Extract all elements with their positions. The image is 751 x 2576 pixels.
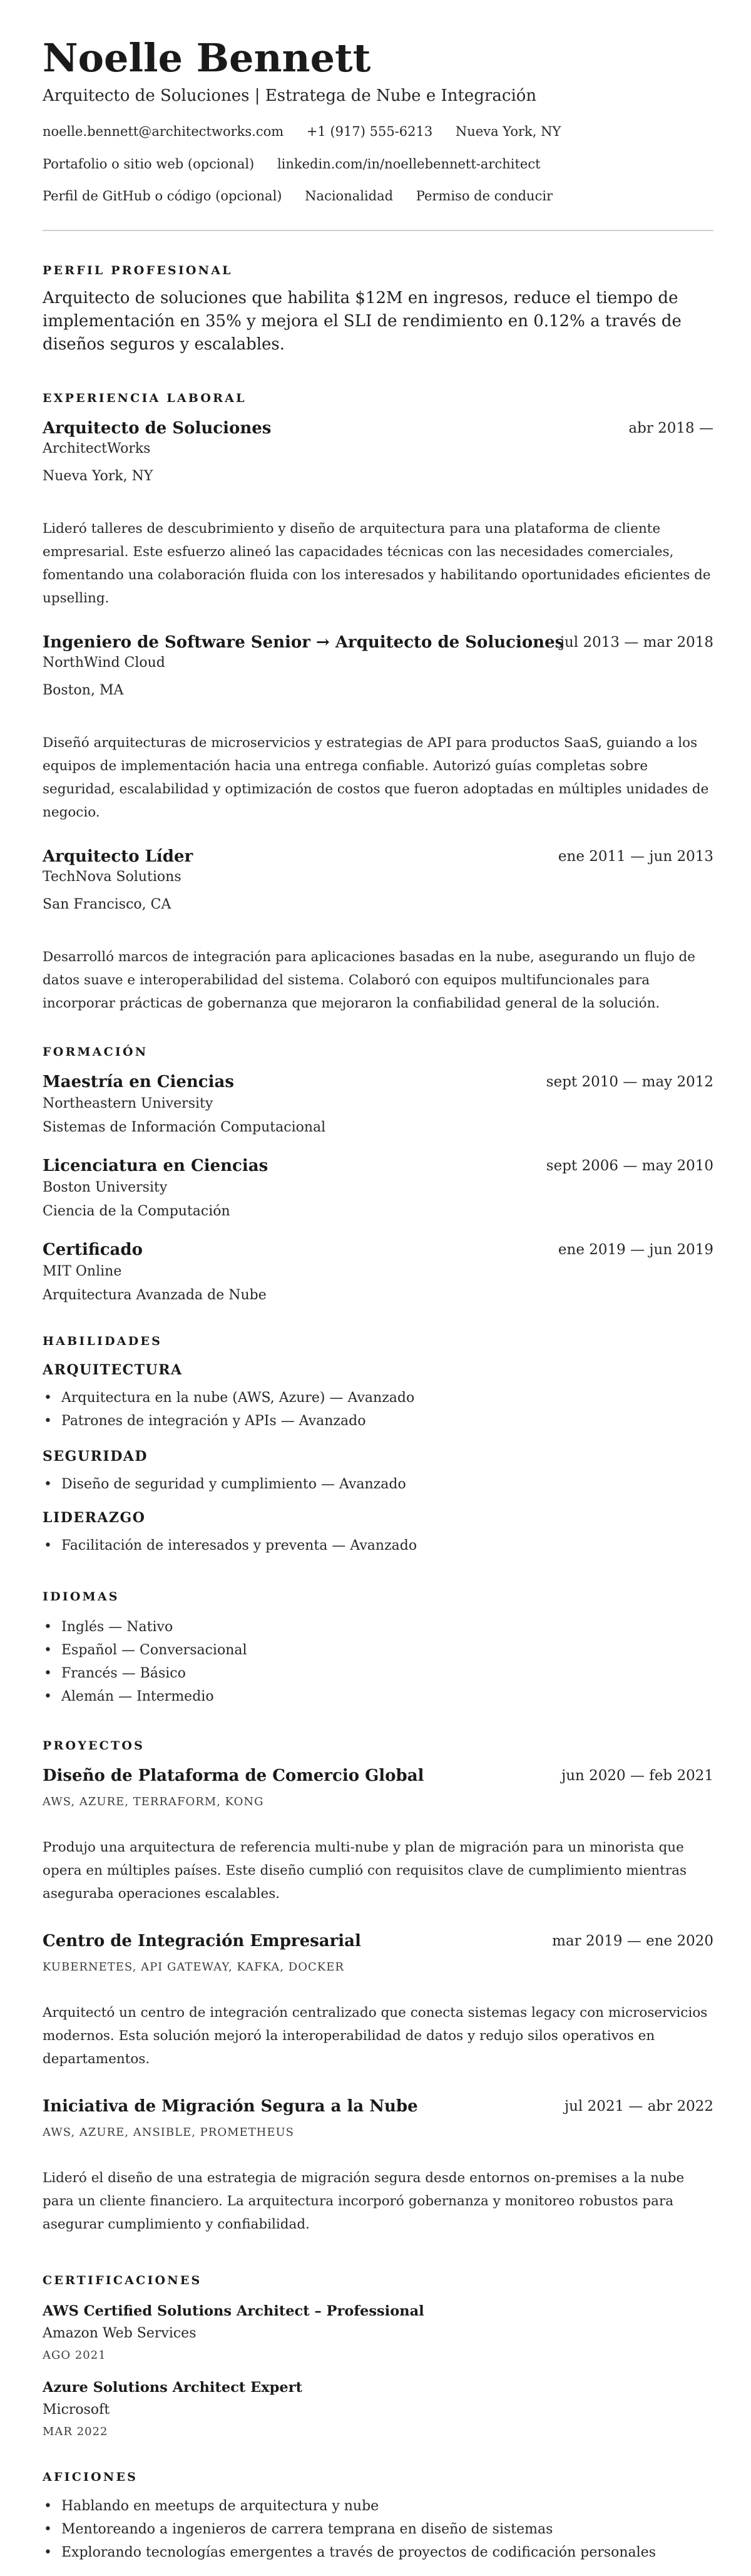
education-school: MIT Online (43, 1264, 122, 1279)
experience-company: NorthWind Cloud (43, 655, 165, 671)
section-title-summary: PERFIL PROFESIONAL (43, 264, 233, 277)
skill-group-title: ARQUITECTURA (43, 1362, 183, 1378)
project-description: Lideró el diseño de una estrategia de migración segura desde entornos on-premises a la nube para un cliente financiero. La arquitectura incorporó gobernanza y monitoreo robustos para asegurar cumplimiento y confiabilidad. (43, 2170, 685, 2232)
experience-location: Nueva York, NY (43, 468, 153, 484)
education-degree: Certificado (43, 1240, 143, 1259)
experience-location: Boston, MA (43, 683, 124, 698)
experience-description: Desarrolló marcos de integración para aplicaciones basadas en la nube, asegurando un flujo de datos suave e interoperabilidad del sistema. Colaboró con equipos multifuncionales para incorporar prácticas de gobernanza que mejoraron la confiabilidad general de la solución. (43, 949, 695, 1011)
contact-github[interactable]: Perfil de GitHub o código (opcional) (43, 188, 282, 204)
project-description: Arquitectó un centro de integración centralizado que conecta sistemas legacy con microservicios modernos. Esta solución mejoró la interoperabilidad de datos y redujo silos operativos en departamentos. (43, 2005, 708, 2067)
language-item: • Inglés — Nativo (61, 1615, 247, 1639)
experience-description: Diseñó arquitecturas de microservicios y estrategias de API para productos SaaS, guiando a los equipos de implementación hacia una entrega confiable. Autorizó guías completas sobre seguridad, escalabilidad y optimización de costos que fueron adoptadas en múltiples unidades de negocio. (43, 735, 709, 820)
hobby-item: • Hablando en meetups de arquitectura y nube (61, 2495, 656, 2518)
education-degree: Licenciatura en Ciencias (43, 1157, 268, 1175)
language-item: • Francés — Básico (61, 1662, 247, 1685)
hobby-item: • Mentoreando a ingenieros de carrera temprana en diseño de sistemas (61, 2518, 656, 2541)
education-school: Northeastern University (43, 1096, 213, 1111)
header-divider (43, 230, 713, 231)
experience-company: ArchitectWorks (43, 441, 151, 456)
certification-issuer: Amazon Web Services (43, 2326, 197, 2341)
project-name: Diseño de Plataforma de Comercio Global (43, 1766, 424, 1785)
experience-description: Lideró talleres de descubrimiento y diseño de arquitectura para una plataforma de cliente empresarial. Este esfuerzo alineó las capacidades técnicas con las necesidades comerciales, fomentando una colaboración fluida con los interesados y habilitando oportunidades eficientes de upselling. (43, 521, 711, 606)
education-school: Boston University (43, 1180, 168, 1195)
project-tech: AWS, AZURE, ANSIBLE, PROMETHEUS (43, 2126, 295, 2139)
hobby-item: • Explorando tecnologías emergentes a través de proyectos de codificación personales (61, 2541, 656, 2564)
contact-row-3 (43, 187, 553, 205)
education-field: Arquitectura Avanzada de Nube (43, 1287, 267, 1303)
contact-email[interactable]: noelle.bennett@architectworks.com (43, 124, 284, 139)
skill-list (43, 1386, 414, 1433)
skill-list (43, 1473, 406, 1496)
experience-role: Ingeniero de Software Senior → Arquitecto de Soluciones (43, 633, 565, 652)
experience-company: TechNova Solutions (43, 869, 181, 885)
education-field: Ciencia de la Computación (43, 1203, 230, 1219)
experience-location: San Francisco, CA (43, 897, 171, 912)
section-title-projects: PROYECTOS (43, 1739, 145, 1753)
certification-issuer: Microsoft (43, 2402, 110, 2418)
certification-date: AGO 2021 (43, 2349, 106, 2362)
experience-dates: jul 2013 — mar 2018 (559, 634, 713, 651)
project-dates: jun 2020 — feb 2021 (561, 1768, 713, 1784)
contact-nationality: Nacionalidad (305, 188, 394, 204)
section-title-hobbies: AFICIONES (43, 2470, 138, 2484)
certification-name: Azure Solutions Architect Expert (43, 2379, 302, 2396)
experience-role: Arquitecto de Soluciones (43, 419, 272, 438)
education-field: Sistemas de Información Computacional (43, 1120, 326, 1135)
section-title-languages: IDIOMAS (43, 1590, 120, 1604)
certification-date: MAR 2022 (43, 2425, 108, 2438)
language-list (43, 1615, 247, 1708)
section-title-skills: HABILIDADES (43, 1334, 162, 1348)
project-description: Produjo una arquitectura de referencia multi-nube y plan de migración para un minorista que opera en múltiples países. Este diseño cumplió con requisitos clave de cumplimiento mientras aseguraba operaciones escalables. (43, 1840, 687, 1902)
contact-row-1 (43, 123, 561, 140)
experience-dates: abr 2018 — (628, 420, 713, 436)
section-title-certifications: CERTIFICACIONES (43, 2274, 202, 2287)
skill-list (43, 1534, 417, 1557)
language-item: • Español — Conversacional (61, 1639, 247, 1662)
skill-item: • Diseño de seguridad y cumplimiento — Avanzado (61, 1473, 406, 1496)
section-title-experience: EXPERIENCIA LABORAL (43, 391, 247, 405)
skill-group-title: LIDERAZGO (43, 1510, 146, 1526)
experience-role: Arquitecto Líder (43, 847, 193, 866)
summary-text: Arquitecto de soluciones que habilita $12M en ingresos, reduce el tiempo de implementación en 35% y mejora el SLI de rendimiento en 0.12% a través de diseños seguros y escalables. (43, 289, 682, 354)
education-dates: sept 2006 — may 2010 (546, 1158, 713, 1174)
section-title-education: FORMACIÓN (43, 1045, 148, 1059)
contact-linkedin[interactable]: linkedin.com/in/noellebennett-architect (277, 157, 541, 172)
contact-phone[interactable]: +1 (917) 555-6213 (306, 124, 433, 139)
contact-location: Nueva York, NY (455, 124, 561, 139)
education-degree: Maestría en Ciencias (43, 1073, 234, 1091)
contact-driving-license: Permiso de conducir (416, 188, 553, 204)
skill-item: • Facilitación de interesados y preventa — Avanzado (61, 1534, 417, 1557)
project-tech: AWS, AZURE, TERRAFORM, KONG (43, 1795, 264, 1808)
candidate-name: Noelle Bennett (43, 35, 371, 81)
skill-item: • Patrones de integración y APIs — Avanzado (61, 1409, 414, 1433)
project-dates: mar 2019 — ene 2020 (552, 1933, 713, 1949)
skill-group-title: SEGURIDAD (43, 1448, 148, 1465)
skill-item: • Arquitectura en la nube (AWS, Azure) — Avanzado (61, 1386, 414, 1409)
contact-row-2 (43, 155, 541, 173)
language-item: • Alemán — Intermedio (61, 1685, 247, 1708)
experience-dates: ene 2011 — jun 2013 (558, 848, 713, 865)
headline: Arquitecto de Soluciones | Estratega de Nube e Integración (43, 86, 537, 105)
education-dates: ene 2019 — jun 2019 (558, 1242, 713, 1258)
project-tech: KUBERNETES, API GATEWAY, KAFKA, DOCKER (43, 1960, 344, 1974)
education-dates: sept 2010 — may 2012 (546, 1074, 713, 1090)
project-name: Centro de Integración Empresarial (43, 1932, 361, 1950)
certification-name: AWS Certified Solutions Architect – Professional (43, 2303, 424, 2319)
hobby-list (43, 2495, 656, 2564)
contact-portfolio[interactable]: Portafolio o sitio web (opcional) (43, 157, 255, 172)
project-dates: jul 2021 — abr 2022 (564, 2098, 713, 2115)
project-name: Iniciativa de Migración Segura a la Nube (43, 2097, 418, 2116)
